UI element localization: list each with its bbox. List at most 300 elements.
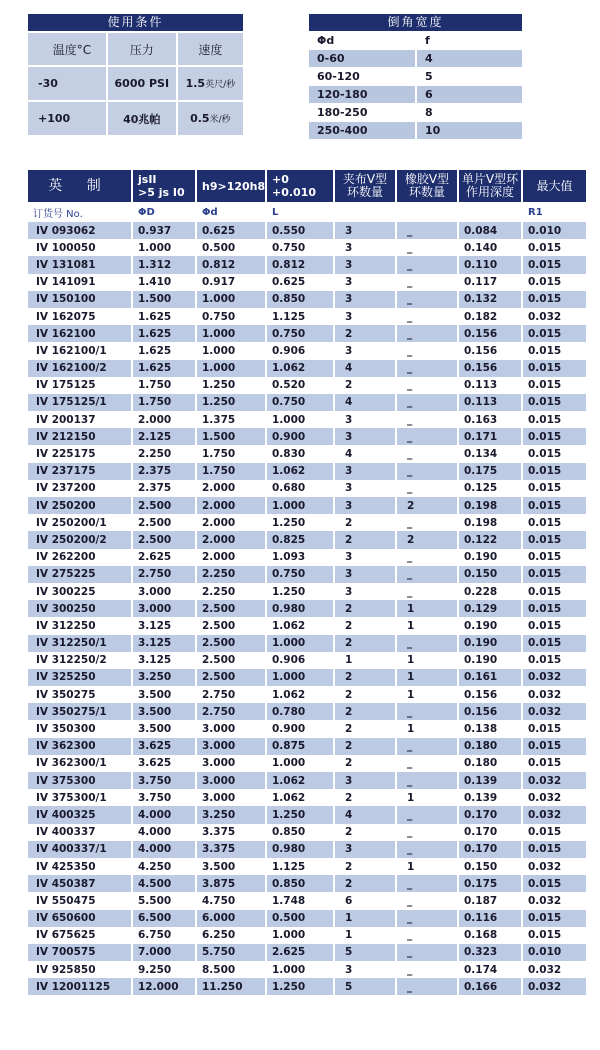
length-cell: 1.125 bbox=[266, 308, 334, 325]
table-row bbox=[28, 617, 586, 634]
length-cell: 1.062 bbox=[266, 772, 334, 789]
pressure-value bbox=[108, 102, 176, 135]
chamfer-value: 4 bbox=[417, 50, 522, 67]
speed-header: 速度 bbox=[178, 33, 243, 65]
table-row bbox=[28, 377, 586, 394]
usage-conditions-row bbox=[28, 102, 243, 135]
radius-subheader: R1 bbox=[522, 202, 586, 222]
outer-diameter-cell: 3.750 bbox=[132, 772, 196, 789]
vring-depth-cell: 0.122 bbox=[458, 531, 522, 548]
length-cell: 0.750 bbox=[266, 239, 334, 256]
outer-diameter-cell: 5.500 bbox=[132, 892, 196, 909]
rubber-vring-count-cell: _ bbox=[396, 635, 458, 652]
rubber-vring-count-cell: _ bbox=[396, 892, 458, 909]
fabric-vring-count-cell: 4 bbox=[334, 445, 396, 462]
inner-diameter-cell: 2.250 bbox=[196, 566, 266, 583]
outer-diameter-cell: 2.125 bbox=[132, 428, 196, 445]
inner-diameter-cell: 2.500 bbox=[196, 617, 266, 634]
length-cell: 0.850 bbox=[266, 824, 334, 841]
max-radius-cell: 0.015 bbox=[522, 428, 586, 445]
fabric-vring-count-cell: 3 bbox=[334, 428, 396, 445]
table-row bbox=[28, 875, 586, 892]
order-number-cell: IV 212150 bbox=[28, 428, 132, 445]
length-cell: 0.625 bbox=[266, 274, 334, 291]
inner-diameter-cell: 2.000 bbox=[196, 514, 266, 531]
order-number-cell: IV 362300/1 bbox=[28, 755, 132, 772]
outer-diameter-cell: 1.750 bbox=[132, 377, 196, 394]
order-number-cell: IV 312250/2 bbox=[28, 652, 132, 669]
rubber-vring-count-cell: 1 bbox=[396, 789, 458, 806]
order-number-subheader: 订货号 No. bbox=[28, 202, 132, 222]
vring-depth-cell: 0.166 bbox=[458, 978, 522, 995]
outer-diameter-cell: 1.410 bbox=[132, 274, 196, 291]
length-cell: 0.680 bbox=[266, 480, 334, 497]
rubber-vring-count-cell: _ bbox=[396, 239, 458, 256]
vring-depth-cell: 0.156 bbox=[458, 342, 522, 359]
order-number-cell: IV 225175 bbox=[28, 445, 132, 462]
rubber-vring-count-cell: _ bbox=[396, 222, 458, 239]
rubber-vring-count-cell: 1 bbox=[396, 858, 458, 875]
max-radius-cell: 0.015 bbox=[522, 720, 586, 737]
inner-diameter-cell: 3.000 bbox=[196, 789, 266, 806]
fabric-vring-count-cell: 3 bbox=[334, 841, 396, 858]
vring-depth-cell: 0.187 bbox=[458, 892, 522, 909]
length-cell: 0.500 bbox=[266, 910, 334, 927]
chamfer-width-grid bbox=[309, 31, 522, 140]
max-radius-cell: 0.032 bbox=[522, 703, 586, 720]
length-cell: 1.062 bbox=[266, 463, 334, 480]
speed-unit: 米/秒 bbox=[209, 115, 231, 125]
fabric-vring-count-cell: 3 bbox=[334, 583, 396, 600]
inner-diameter-tolerance-header: h9>120h8 bbox=[196, 170, 266, 202]
max-radius-cell: 0.015 bbox=[522, 480, 586, 497]
order-number-cell: IV 262200 bbox=[28, 549, 132, 566]
inner-diameter-subheader: Φd bbox=[196, 202, 266, 222]
fabric-vring-count-cell: 2 bbox=[334, 720, 396, 737]
rubber-vring-count-cell: _ bbox=[396, 308, 458, 325]
speed-value bbox=[178, 102, 243, 135]
inner-diameter-cell: 2.000 bbox=[196, 497, 266, 514]
inner-diameter-cell: 11.250 bbox=[196, 978, 266, 995]
max-radius-cell: 0.015 bbox=[522, 652, 586, 669]
vring-depth-cell: 0.190 bbox=[458, 635, 522, 652]
spec-header-row bbox=[28, 170, 586, 202]
fabric-vring-count-cell: 3 bbox=[334, 274, 396, 291]
rubber-vring-count-cell: 2 bbox=[396, 497, 458, 514]
table-row bbox=[28, 772, 586, 789]
inner-diameter-cell: 0.500 bbox=[196, 239, 266, 256]
rubber-vring-count-cell: _ bbox=[396, 875, 458, 892]
inner-diameter-cell: 0.625 bbox=[196, 222, 266, 239]
order-number-cell: IV 325250 bbox=[28, 669, 132, 686]
vring-depth-cell: 0.084 bbox=[458, 222, 522, 239]
fabric-vring-count-cell: 2 bbox=[334, 377, 396, 394]
inner-diameter-cell: 2.500 bbox=[196, 600, 266, 617]
rubber-vring-count-cell: _ bbox=[396, 841, 458, 858]
table-row bbox=[28, 342, 586, 359]
fabric-vring-count-cell: 3 bbox=[334, 549, 396, 566]
max-radius-cell: 0.015 bbox=[522, 583, 586, 600]
rubber-vring-count-cell: 1 bbox=[396, 652, 458, 669]
order-number-cell: IV 100050 bbox=[28, 239, 132, 256]
table-row bbox=[28, 978, 586, 995]
max-radius-cell: 0.015 bbox=[522, 824, 586, 841]
spec-subheader-row bbox=[28, 202, 586, 222]
order-number-cell: IV 300225 bbox=[28, 583, 132, 600]
outer-diameter-cell: 3.750 bbox=[132, 789, 196, 806]
length-cell: 0.906 bbox=[266, 342, 334, 359]
fabric-vring-count-cell: 2 bbox=[334, 669, 396, 686]
outer-diameter-cell: 2.250 bbox=[132, 445, 196, 462]
length-cell: 1.000 bbox=[266, 961, 334, 978]
rubber-vring-count-cell: _ bbox=[396, 772, 458, 789]
chamfer-value: 8 bbox=[417, 104, 522, 121]
fabric-vring-count-cell: 3 bbox=[334, 256, 396, 273]
order-number-cell: IV 350275 bbox=[28, 686, 132, 703]
table-row bbox=[28, 239, 586, 256]
vring-depth-cell: 0.170 bbox=[458, 806, 522, 823]
max-radius-cell: 0.015 bbox=[522, 256, 586, 273]
chamfer-width-table bbox=[309, 14, 522, 140]
table-row bbox=[28, 291, 586, 308]
max-radius-cell: 0.015 bbox=[522, 239, 586, 256]
rubber-vring-count-cell: _ bbox=[396, 824, 458, 841]
outer-diameter-cell: 2.750 bbox=[132, 566, 196, 583]
length-cell: 0.812 bbox=[266, 256, 334, 273]
rubber-vring-count-cell: _ bbox=[396, 445, 458, 462]
order-number-cell: IV 375300 bbox=[28, 772, 132, 789]
length-cell: 0.906 bbox=[266, 652, 334, 669]
chamfer-range: 180-250 bbox=[309, 104, 417, 121]
inner-diameter-cell: 2.500 bbox=[196, 669, 266, 686]
fabric-vring-count-cell: 1 bbox=[334, 910, 396, 927]
outer-diameter-cell: 3.625 bbox=[132, 738, 196, 755]
pressure-number: 40兆帕 bbox=[123, 112, 161, 126]
fabric-vring-count-cell: 3 bbox=[334, 497, 396, 514]
vring-depth-cell: 0.117 bbox=[458, 274, 522, 291]
length-cell: 0.550 bbox=[266, 222, 334, 239]
order-number-cell: IV 237200 bbox=[28, 480, 132, 497]
outer-diameter-cell: 1.625 bbox=[132, 360, 196, 377]
order-number-cell: IV 162100/1 bbox=[28, 342, 132, 359]
chamfer-header-row bbox=[309, 32, 522, 49]
table-row bbox=[28, 789, 586, 806]
fabric-vring-count-cell: 2 bbox=[334, 514, 396, 531]
length-cell: 1.000 bbox=[266, 927, 334, 944]
vring-depth-cell: 0.190 bbox=[458, 549, 522, 566]
vring-depth-cell: 0.170 bbox=[458, 841, 522, 858]
outer-diameter-cell: 4.000 bbox=[132, 806, 196, 823]
inner-diameter-cell: 4.750 bbox=[196, 892, 266, 909]
length-cell: 0.850 bbox=[266, 875, 334, 892]
max-radius-cell: 0.032 bbox=[522, 978, 586, 995]
inner-diameter-cell: 3.250 bbox=[196, 806, 266, 823]
rubber-vring-count-cell: 1 bbox=[396, 720, 458, 737]
table-row bbox=[28, 274, 586, 291]
imperial-header: 英 制 bbox=[28, 170, 132, 202]
max-radius-cell: 0.015 bbox=[522, 927, 586, 944]
inner-diameter-cell: 1.375 bbox=[196, 411, 266, 428]
table-row bbox=[28, 428, 586, 445]
rubber-vring-count-cell: _ bbox=[396, 274, 458, 291]
inner-diameter-cell: 0.812 bbox=[196, 256, 266, 273]
table-row bbox=[28, 720, 586, 737]
chamfer-d-header: Φd bbox=[309, 32, 417, 49]
vring-depth-cell: 0.175 bbox=[458, 463, 522, 480]
order-number-cell: IV 237175 bbox=[28, 463, 132, 480]
max-radius-cell: 0.015 bbox=[522, 738, 586, 755]
max-radius-cell: 0.015 bbox=[522, 566, 586, 583]
outer-diameter-cell: 12.000 bbox=[132, 978, 196, 995]
speed-number: 0.5 bbox=[190, 112, 210, 125]
max-radius-cell: 0.032 bbox=[522, 961, 586, 978]
table-row bbox=[28, 566, 586, 583]
fabric-vring-count-cell: 5 bbox=[334, 944, 396, 961]
length-cell: 0.850 bbox=[266, 291, 334, 308]
order-number-cell: IV 400337 bbox=[28, 824, 132, 841]
order-number-cell: IV 275225 bbox=[28, 566, 132, 583]
inner-diameter-cell: 3.875 bbox=[196, 875, 266, 892]
usage-conditions-grid bbox=[26, 31, 245, 137]
inner-diameter-cell: 6.250 bbox=[196, 927, 266, 944]
fabric-vring-count-cell: 2 bbox=[334, 858, 396, 875]
outer-diameter-cell: 2.375 bbox=[132, 480, 196, 497]
rubber-vring-count-cell: _ bbox=[396, 583, 458, 600]
outer-diameter-cell: 3.000 bbox=[132, 600, 196, 617]
length-cell: 1.250 bbox=[266, 583, 334, 600]
usage-conditions-row bbox=[28, 67, 243, 100]
fabric-vring-count-cell: 3 bbox=[334, 463, 396, 480]
usage-conditions-header-row bbox=[28, 33, 243, 65]
order-number-cell: IV 250200 bbox=[28, 497, 132, 514]
rubber-vring-count-cell: 1 bbox=[396, 617, 458, 634]
inner-diameter-cell: 2.750 bbox=[196, 686, 266, 703]
max-radius-cell: 0.015 bbox=[522, 377, 586, 394]
outer-diameter-cell: 4.000 bbox=[132, 841, 196, 858]
inner-diameter-cell: 2.250 bbox=[196, 583, 266, 600]
vring-depth-cell: 0.132 bbox=[458, 291, 522, 308]
outer-diameter-cell: 3.500 bbox=[132, 686, 196, 703]
length-cell: 1.000 bbox=[266, 497, 334, 514]
inner-diameter-cell: 3.000 bbox=[196, 755, 266, 772]
table-row bbox=[28, 360, 586, 377]
order-number-cell: IV 250200/2 bbox=[28, 531, 132, 548]
table-row bbox=[28, 892, 586, 909]
vring-depth-cell: 0.171 bbox=[458, 428, 522, 445]
vring-depth-cell: 0.174 bbox=[458, 961, 522, 978]
vring-depth-cell: 0.156 bbox=[458, 360, 522, 377]
inner-diameter-cell: 3.500 bbox=[196, 858, 266, 875]
vring-depth-cell: 0.113 bbox=[458, 377, 522, 394]
order-number-cell: IV 175125/1 bbox=[28, 394, 132, 411]
order-number-cell: IV 925850 bbox=[28, 961, 132, 978]
fabric-vring-count-cell: 3 bbox=[334, 239, 396, 256]
outer-diameter-cell: 3.250 bbox=[132, 669, 196, 686]
length-cell: 0.750 bbox=[266, 394, 334, 411]
chamfer-row bbox=[309, 122, 522, 139]
order-number-cell: IV 312250 bbox=[28, 617, 132, 634]
max-radius-cell: 0.015 bbox=[522, 549, 586, 566]
outer-diameter-cell: 2.375 bbox=[132, 463, 196, 480]
outer-diameter-cell: 4.250 bbox=[132, 858, 196, 875]
table-row bbox=[28, 480, 586, 497]
single-vring-depth-header: 单片V型环 作用深度 bbox=[458, 170, 522, 202]
max-radius-cell: 0.015 bbox=[522, 531, 586, 548]
table-row bbox=[28, 703, 586, 720]
table-row bbox=[28, 686, 586, 703]
max-radius-cell: 0.015 bbox=[522, 360, 586, 377]
outer-diameter-cell: 6.500 bbox=[132, 910, 196, 927]
fabric-vring-count-cell: 3 bbox=[334, 566, 396, 583]
inner-diameter-cell: 2.500 bbox=[196, 635, 266, 652]
inner-diameter-cell: 0.917 bbox=[196, 274, 266, 291]
table-row bbox=[28, 841, 586, 858]
rubber-vring-count-header: 橡胶V型 环数量 bbox=[396, 170, 458, 202]
outer-diameter-cell: 3.500 bbox=[132, 720, 196, 737]
outer-diameter-cell: 2.500 bbox=[132, 497, 196, 514]
chamfer-width-title: 倒角宽度 bbox=[309, 14, 522, 31]
length-cell: 0.825 bbox=[266, 531, 334, 548]
max-radius-cell: 0.015 bbox=[522, 291, 586, 308]
fabric-vring-count-cell: 3 bbox=[334, 222, 396, 239]
inner-diameter-cell: 2.000 bbox=[196, 480, 266, 497]
chamfer-row bbox=[309, 86, 522, 103]
length-cell: 0.875 bbox=[266, 738, 334, 755]
order-number-cell: IV 300250 bbox=[28, 600, 132, 617]
max-radius-cell: 0.015 bbox=[522, 342, 586, 359]
empty-subheader bbox=[458, 202, 522, 222]
temperature-value: -30 bbox=[28, 67, 106, 100]
table-row bbox=[28, 652, 586, 669]
vring-depth-cell: 0.150 bbox=[458, 566, 522, 583]
outer-diameter-cell: 1.625 bbox=[132, 342, 196, 359]
rubber-vring-count-cell: _ bbox=[396, 549, 458, 566]
length-cell: 1.062 bbox=[266, 789, 334, 806]
table-row bbox=[28, 394, 586, 411]
vring-depth-cell: 0.129 bbox=[458, 600, 522, 617]
fabric-vring-count-cell: 3 bbox=[334, 291, 396, 308]
length-cell: 1.000 bbox=[266, 411, 334, 428]
vring-depth-cell: 0.228 bbox=[458, 583, 522, 600]
inner-diameter-cell: 0.750 bbox=[196, 308, 266, 325]
outer-diameter-cell: 1.625 bbox=[132, 325, 196, 342]
length-cell: 0.750 bbox=[266, 325, 334, 342]
table-row bbox=[28, 514, 586, 531]
table-row bbox=[28, 961, 586, 978]
inner-diameter-cell: 1.250 bbox=[196, 394, 266, 411]
max-radius-cell: 0.032 bbox=[522, 308, 586, 325]
outer-diameter-cell: 1.625 bbox=[132, 308, 196, 325]
empty-subheader bbox=[396, 202, 458, 222]
order-number-cell: IV 400337/1 bbox=[28, 841, 132, 858]
outer-diameter-cell: 0.937 bbox=[132, 222, 196, 239]
chamfer-range: 60-120 bbox=[309, 68, 417, 85]
empty-subheader bbox=[334, 202, 396, 222]
speed-value bbox=[178, 67, 243, 100]
inner-diameter-cell: 3.000 bbox=[196, 738, 266, 755]
length-cell: 0.900 bbox=[266, 720, 334, 737]
length-cell: 0.520 bbox=[266, 377, 334, 394]
max-radius-cell: 0.032 bbox=[522, 806, 586, 823]
vring-depth-cell: 0.125 bbox=[458, 480, 522, 497]
max-radius-cell: 0.010 bbox=[522, 944, 586, 961]
order-number-cell: IV 12001125 bbox=[28, 978, 132, 995]
vring-depth-cell: 0.156 bbox=[458, 325, 522, 342]
length-cell: 1.000 bbox=[266, 635, 334, 652]
max-radius-cell: 0.015 bbox=[522, 325, 586, 342]
fabric-vring-count-cell: 2 bbox=[334, 325, 396, 342]
inner-diameter-cell: 3.375 bbox=[196, 824, 266, 841]
length-cell: 0.900 bbox=[266, 428, 334, 445]
max-radius-cell: 0.015 bbox=[522, 910, 586, 927]
max-radius-cell: 0.032 bbox=[522, 669, 586, 686]
order-number-cell: IV 362300 bbox=[28, 738, 132, 755]
vring-depth-cell: 0.190 bbox=[458, 652, 522, 669]
order-number-cell: IV 162075 bbox=[28, 308, 132, 325]
rubber-vring-count-cell: _ bbox=[396, 927, 458, 944]
rubber-vring-count-cell: _ bbox=[396, 428, 458, 445]
chamfer-range: 120-180 bbox=[309, 86, 417, 103]
max-radius-cell: 0.032 bbox=[522, 892, 586, 909]
rubber-vring-count-cell: _ bbox=[396, 325, 458, 342]
max-radius-cell: 0.015 bbox=[522, 497, 586, 514]
order-number-cell: IV 250200/1 bbox=[28, 514, 132, 531]
outer-diameter-cell: 1.750 bbox=[132, 394, 196, 411]
inner-diameter-cell: 1.750 bbox=[196, 445, 266, 462]
fabric-vring-count-cell: 3 bbox=[334, 411, 396, 428]
pressure-header: 压力 bbox=[108, 33, 176, 65]
max-radius-cell: 0.032 bbox=[522, 789, 586, 806]
order-number-cell: IV 700575 bbox=[28, 944, 132, 961]
max-radius-cell: 0.032 bbox=[522, 772, 586, 789]
table-row bbox=[28, 635, 586, 652]
length-cell: 1.062 bbox=[266, 617, 334, 634]
fabric-vring-count-cell: 3 bbox=[334, 308, 396, 325]
length-cell: 1.062 bbox=[266, 686, 334, 703]
vring-depth-cell: 0.150 bbox=[458, 858, 522, 875]
table-row bbox=[28, 531, 586, 548]
table-row bbox=[28, 806, 586, 823]
inner-diameter-cell: 1.250 bbox=[196, 377, 266, 394]
max-radius-cell: 0.015 bbox=[522, 463, 586, 480]
speed-unit: 英尺/秒 bbox=[205, 80, 236, 90]
outer-diameter-cell: 2.500 bbox=[132, 514, 196, 531]
max-radius-cell: 0.015 bbox=[522, 514, 586, 531]
rubber-vring-count-cell: 1 bbox=[396, 686, 458, 703]
inner-diameter-cell: 3.375 bbox=[196, 841, 266, 858]
vring-depth-cell: 0.190 bbox=[458, 617, 522, 634]
fabric-vring-count-cell: 2 bbox=[334, 703, 396, 720]
order-number-cell: IV 150100 bbox=[28, 291, 132, 308]
rubber-vring-count-cell: _ bbox=[396, 703, 458, 720]
fabric-vring-count-cell: 2 bbox=[334, 617, 396, 634]
max-radius-cell: 0.015 bbox=[522, 445, 586, 462]
fabric-vring-count-cell: 2 bbox=[334, 635, 396, 652]
outer-diameter-cell: 3.625 bbox=[132, 755, 196, 772]
vring-depth-cell: 0.116 bbox=[458, 910, 522, 927]
max-radius-cell: 0.015 bbox=[522, 394, 586, 411]
chamfer-row bbox=[309, 50, 522, 67]
outer-diameter-cell: 2.000 bbox=[132, 411, 196, 428]
fabric-vring-count-cell: 2 bbox=[334, 738, 396, 755]
order-number-cell: IV 162100/2 bbox=[28, 360, 132, 377]
outer-diameter-cell: 3.000 bbox=[132, 583, 196, 600]
fabric-vring-count-cell: 2 bbox=[334, 755, 396, 772]
order-number-cell: IV 350275/1 bbox=[28, 703, 132, 720]
vring-depth-cell: 0.182 bbox=[458, 308, 522, 325]
length-cell: 0.980 bbox=[266, 600, 334, 617]
rubber-vring-count-cell: _ bbox=[396, 463, 458, 480]
